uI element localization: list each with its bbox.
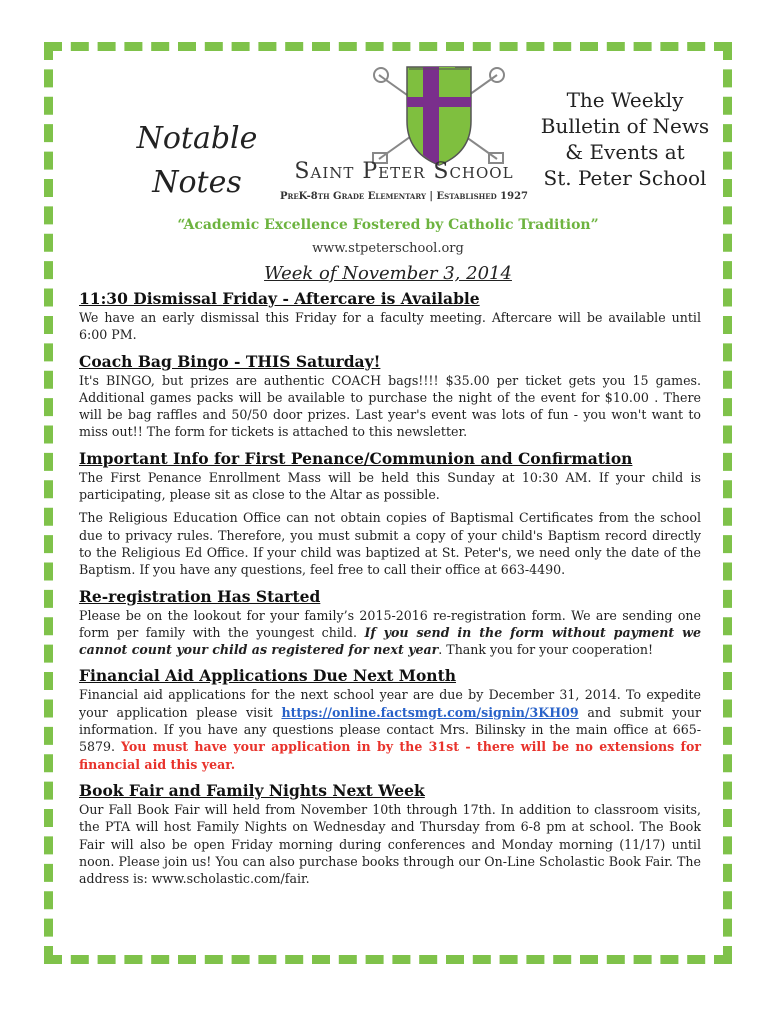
section-paragraph: The Religious Education Office can not obtain copies of Baptismal Certificates from the school due to privacy rules. Therefore, you must submit a copy of your child's Baptism record directly to the Religious Ed Office. If your child was baptized at St. Peter's, we need only the date of the Baptism. If you have any questions, feel free to call their office at 663-4490. <box>79 510 701 578</box>
section-heading: Book Fair and Family Nights Next Week <box>79 780 425 800</box>
title-line: Notable <box>136 121 258 156</box>
section-financial-aid <box>79 666 701 772</box>
school-crest-logo <box>369 61 509 173</box>
school-website[interactable]: www.stpeterschool.org <box>312 241 464 256</box>
section-paragraph: The First Penance Enrollment Mass will be held this Sunday at 10:30 AM. If your child is participating, please sit as close to the Altar as possible. <box>79 469 701 503</box>
section-reregistration <box>79 587 701 659</box>
section-heading: Coach Bag Bingo - THIS Saturday! <box>79 351 381 371</box>
school-motto: “Academic Excellence Fostered by Catholic Tradition” <box>177 217 599 233</box>
week-heading: Week of November 3, 2014 <box>264 263 512 284</box>
section-paragraph <box>79 607 701 659</box>
section-bingo <box>79 352 701 441</box>
financial-aid-link[interactable]: https://online.factsmgt.com/signin/3KH09 <box>281 704 579 720</box>
section-heading: 11:30 Dismissal Friday - Aftercare is Available <box>79 289 480 308</box>
paragraph-text: Please be on the lookout for your family’s 2015-2016 re-registration form. We are sending one form per family with the youngest child. <box>79 607 701 640</box>
paragraph-text: and submit your information. If you have any questions please contact Mrs. Bilinsky in the main office at 665-5879. <box>79 704 701 755</box>
section-book-fair <box>79 781 701 887</box>
paragraph-text: . Thank you for your cooperation! <box>438 642 654 658</box>
paragraph-text: Financial aid applications for the next school year are due by December 31, 2014. To expedite your application please visit <box>79 687 701 720</box>
emphasis-text: If you send in the form without payment we cannot count your child as registered for next year <box>79 624 702 658</box>
deadline-warning: You must have your application in by the 31st - there will be no extensions for financial aid this year. <box>79 739 701 772</box>
section-heading: Important Info for First Penance/Communion and Confirmation <box>79 448 633 468</box>
section-penance <box>79 449 701 579</box>
section-dismissal <box>79 289 701 344</box>
section-paragraph: Our Fall Book Fair will held from November 10th through 17th. In addition to classroom visits, the PTA will host Family Nights on Wednesday and Thursday from 6-8 pm at school. The Book Fair will also be open Friday morning during conferences and Monday morning (11/17) until noon. Please join us! You can also purchase books through our On-Line Scholastic Book Fair. The address is: www.scholastic.com/fair. <box>79 801 701 887</box>
bulletin-description <box>535 87 715 191</box>
section-paragraph <box>79 686 701 772</box>
school-subtitle: PreK-8th Grade Elementary | Established 1927 <box>280 191 528 202</box>
school-name: Saint Peter School <box>294 159 514 184</box>
section-heading: Re-registration Has Started <box>79 586 321 606</box>
section-heading: Financial Aid Applications Due Next Month <box>79 666 457 686</box>
section-paragraph: It's BINGO, but prizes are authentic COACH bags!!!! $35.00 per ticket gets you 15 games. Additional games packs will be available to purchase the night of the event for $10.00 . There will be bag raffles and 50/50 door prizes. Last year's event was lots of fun - you won't want to miss out!! The form for tickets is attached to this newsletter. <box>79 372 701 440</box>
description-line: St. Peter School <box>543 166 707 190</box>
section-paragraph: We have an early dismissal this Friday for a faculty meeting. Aftercare will be available until 6:00 PM. <box>79 310 701 343</box>
description-line: Bulletin of News <box>540 114 710 138</box>
page-border <box>44 42 732 964</box>
description-line: The Weekly <box>566 88 684 112</box>
title-line: Notes <box>152 165 242 200</box>
description-line: & Events at <box>565 140 685 164</box>
newsletter-title <box>127 117 267 205</box>
bulletin-content <box>79 289 701 895</box>
